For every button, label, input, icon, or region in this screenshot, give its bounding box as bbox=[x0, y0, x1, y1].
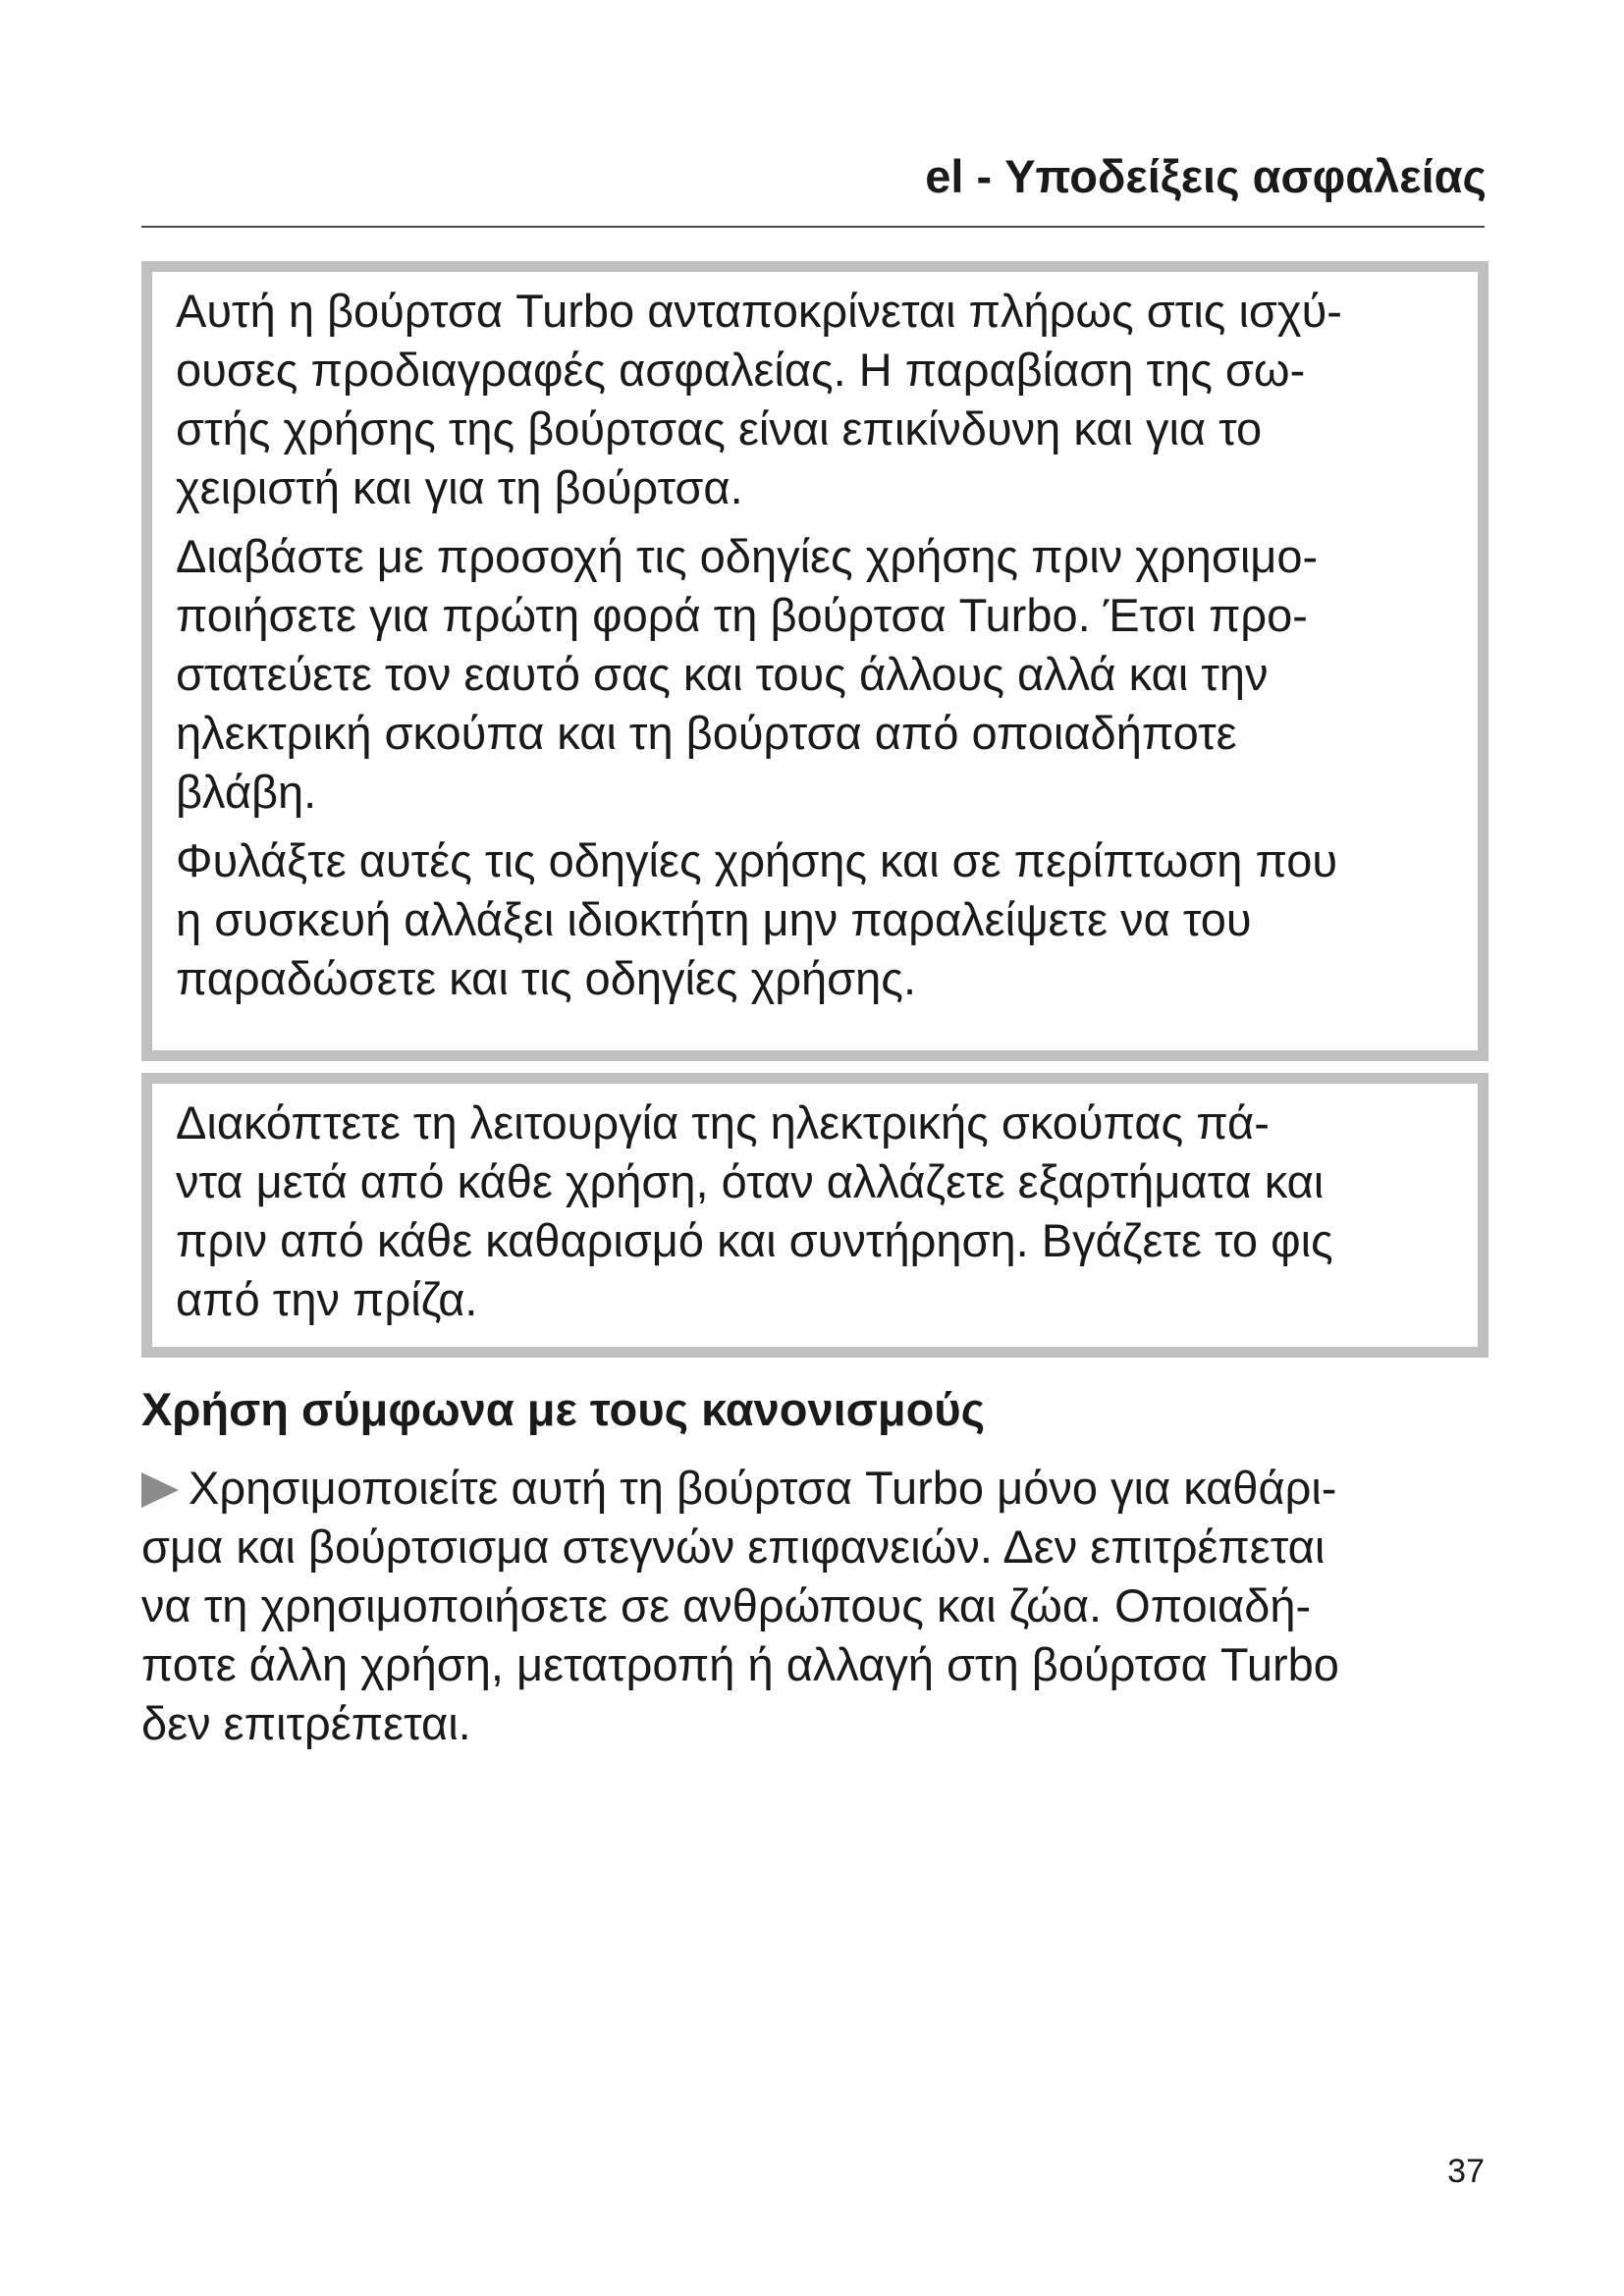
page-header-title: el - Υποδείξεις ασφαλείας bbox=[925, 150, 1487, 202]
text-line: ποιήσετε για πρώτη φορά τη βούρτσα Turbo. Έτσι προ- bbox=[176, 589, 1308, 641]
text-line: Αυτή η βούρτσα Turbo ανταποκρίνεται πλήρως στις ισχύ- bbox=[176, 285, 1342, 337]
triangle-arrow-right-icon bbox=[141, 1472, 179, 1508]
text-line: Χρησιμοποιείτε αυτή τη βούρτσα Turbo μόνο για καθάρι- bbox=[189, 1462, 1337, 1514]
text-line: ουσες προδιαγραφές ασφαλείας. Η παραβίαση της σω- bbox=[176, 344, 1306, 396]
page-number: 37 bbox=[1447, 2153, 1485, 2190]
switch-off-paragraph bbox=[176, 1094, 1468, 1329]
text-line: παραδώσετε και τις οδηγίες χρήσης. bbox=[176, 952, 916, 1004]
header-divider bbox=[141, 226, 1485, 228]
text-line: Φυλάξτε αυτές τις οδηγίες χρήσης και σε περίπτωση που bbox=[176, 834, 1338, 886]
text-line: στής χρήσης της βούρτσας είναι επικίνδυνη και για το bbox=[176, 402, 1263, 454]
text-line: Διαβάστε με προσοχή τις οδηγίες χρήσης πριν χρησιμο- bbox=[176, 530, 1319, 582]
text-line: ποτε άλλη χρήση, μετατροπή ή αλλαγή στη βούρτσα Turbo bbox=[141, 1638, 1339, 1690]
text-line: δεν επιτρέπεται. bbox=[141, 1697, 471, 1749]
safety-paragraph-compliance bbox=[176, 282, 1468, 517]
text-line: Διακόπτετε τη λειτουργία της ηλεκτρικής σκούπας πά- bbox=[176, 1096, 1270, 1148]
switch-off-notice-box bbox=[141, 1073, 1489, 1358]
section-heading-intended-use: Χρήση σύμφωνα με τους κανονισμούς bbox=[141, 1383, 986, 1435]
safety-paragraph-read-instructions bbox=[176, 527, 1468, 822]
text-line: χειριστή και για τη βούρτσα. bbox=[176, 461, 743, 513]
safety-notice-box bbox=[141, 261, 1489, 1061]
bullet-line bbox=[141, 1459, 1339, 1518]
text-line: να τη χρησιμοποιήσετε σε ανθρώπους και ζώα. Οποιαδή- bbox=[141, 1579, 1312, 1631]
text-line: ηλεκτρική σκούπα και τη βούρτσα από οποιαδήποτε bbox=[176, 707, 1237, 759]
text-line: από την πρίζα. bbox=[176, 1273, 478, 1325]
safety-paragraph-keep-instructions bbox=[176, 831, 1468, 1008]
text-line: πριν από κάθε καθαρισμό και συντήρηση. Βγάζετε το φις bbox=[176, 1214, 1333, 1266]
intended-use-paragraph bbox=[141, 1459, 1339, 1753]
text-line: σμα και βούρτσισμα στεγνών επιφανειών. Δεν επιτρέπεται bbox=[141, 1521, 1326, 1573]
text-line: βλάβη. bbox=[176, 766, 317, 818]
text-line: στατεύετε τον εαυτό σας και τους άλλους αλλά και την bbox=[176, 648, 1269, 700]
text-line: η συσκευή αλλάξει ιδιοκτήτη μην παραλείψετε να του bbox=[176, 893, 1252, 945]
text-line: ντα μετά από κάθε χρήση, όταν αλλάζετε εξαρτήματα και bbox=[176, 1155, 1325, 1207]
